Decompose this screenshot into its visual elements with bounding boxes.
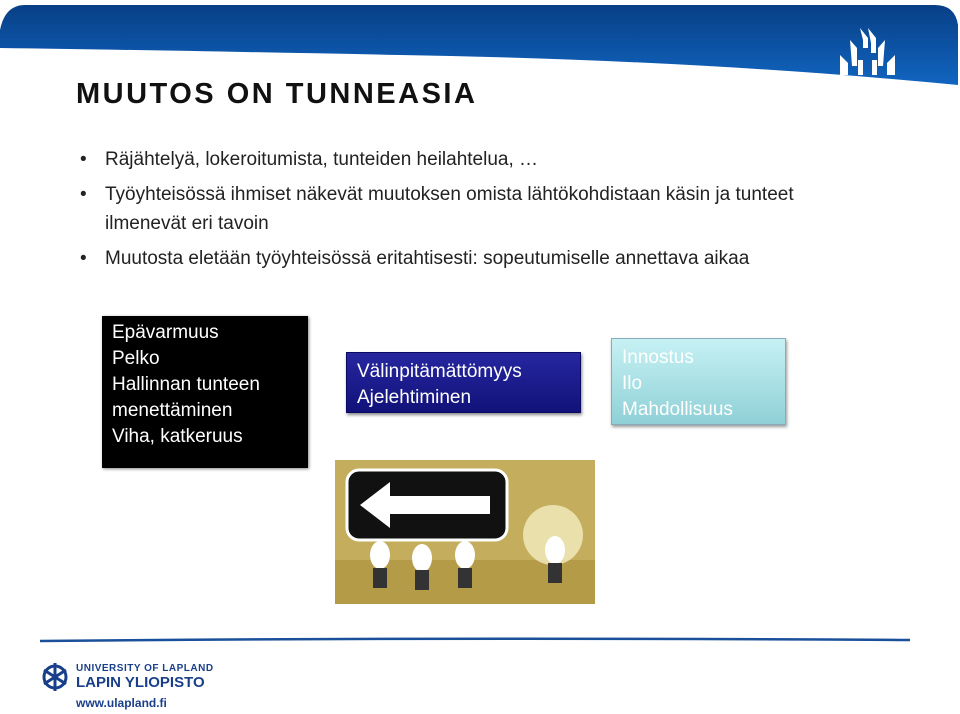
emotion-label: Pelko <box>112 348 160 369</box>
bullet-item: • Räjähtelyä, lokeroitumista, tunteiden heilahtelua, … <box>80 145 880 174</box>
emotion-label: Hallinnan tunteen menettäminen <box>112 374 260 421</box>
website-link[interactable]: www.ulapland.fi <box>76 696 167 710</box>
university-name-en: UNIVERSITY OF LAPLAND <box>76 663 214 674</box>
snowflake-logo-icon <box>40 660 70 694</box>
bullet-list <box>80 145 880 279</box>
emotion-label: Epävarmuus <box>112 322 219 343</box>
bullet-item: • Työyhteisössä ihmiset näkevät muutoksen omista lähtökohdistaan käsin ja tunteet ilmenevät eri tavoin <box>80 180 880 238</box>
footer-divider <box>40 636 910 644</box>
emotion-label: Mahdollisuus <box>622 399 733 420</box>
emotion-label: Viha, katkeruus <box>112 426 243 447</box>
neutral-emotions-box <box>346 352 581 413</box>
slide-title: MUUTOS ON TUNNEASIA <box>76 78 478 110</box>
header-banner <box>0 0 960 90</box>
emotion-label: Ajelehtiminen <box>357 387 472 408</box>
emotion-label: Välinpitämättömyys <box>357 361 522 382</box>
emotion-label: Ilo <box>622 373 643 394</box>
university-name-fi: LAPIN YLIOPISTO <box>76 674 205 691</box>
bullet-item: • Muutosta eletään työyhteisössä eritahtisesti: sopeutumiselle annettava aikaa <box>80 244 880 273</box>
change-illustration <box>335 460 595 604</box>
positive-emotions-box <box>611 338 786 425</box>
negative-emotions-box <box>102 316 308 468</box>
emotion-label: Innostus <box>622 347 694 368</box>
university-logo <box>40 660 214 710</box>
